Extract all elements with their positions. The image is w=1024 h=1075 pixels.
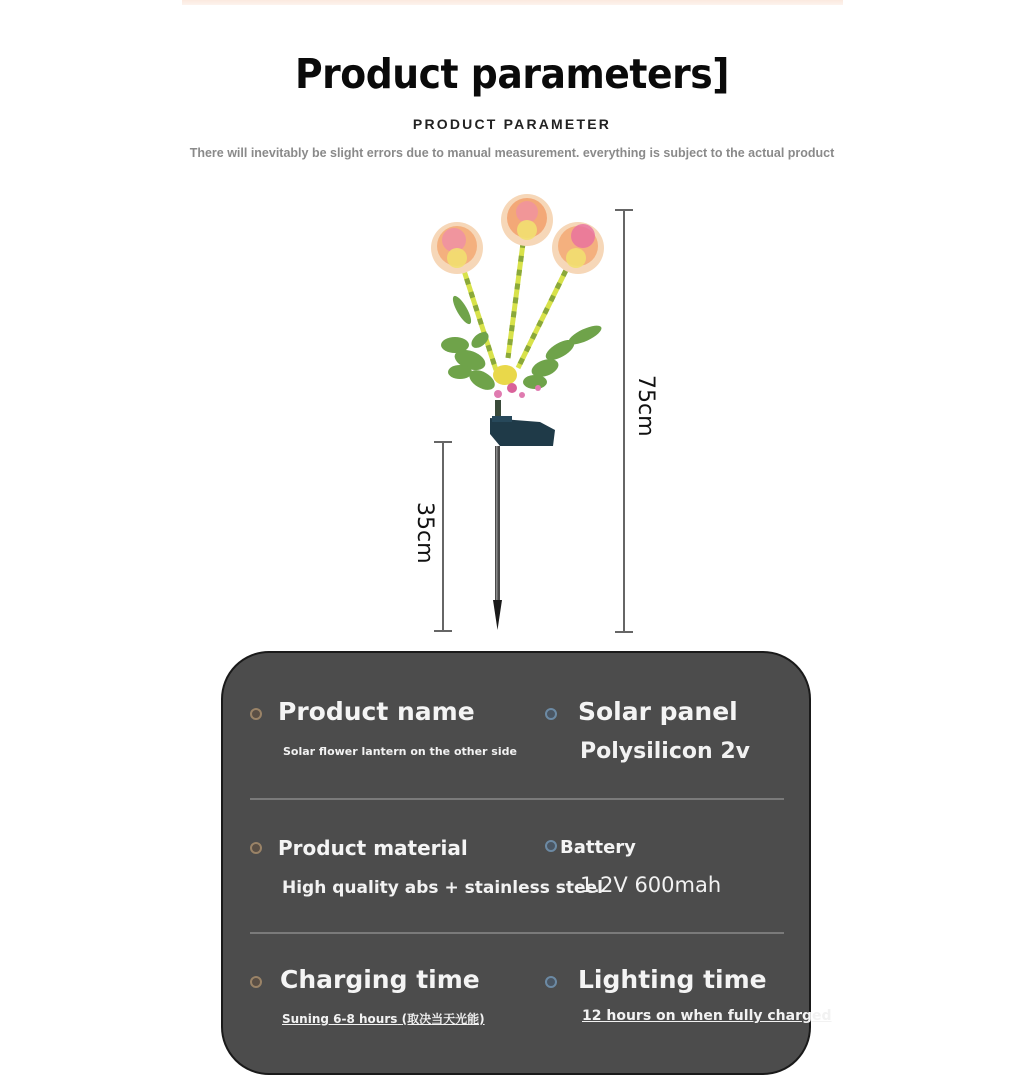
spec-card [221,651,832,1075]
divider [250,932,784,934]
top-strip [182,0,843,5]
measurement-note: There will inevitably be slight errors due to manual measurement. everything is subject to the actual product [189,146,835,160]
page-subtitle: PRODUCT PARAMETER [412,116,612,132]
bullet-icon [250,708,262,720]
total-height-top-tick [615,209,633,211]
spec-value: 12 hours on when fully charged [582,1008,832,1024]
flower-left [431,222,483,274]
charging-time-note: (取决当天光能) [401,1012,485,1026]
spec-label: Battery [560,837,636,858]
total-height-dimension-line [623,209,625,632]
spec-label: Solar panel [578,697,738,726]
charging-time-value: Suning 6-8 hours [282,1012,398,1026]
total-height-label: 75cm [633,375,658,437]
stake-height-label: 35cm [412,502,437,564]
divider [250,798,784,800]
stake-height-top-tick [434,441,452,443]
stake-height-dimension-line [442,441,444,631]
bullet-icon [250,976,262,988]
bullet-icon [545,708,557,720]
bullet-icon [545,976,557,988]
product-figure [400,190,680,640]
spec-value [282,1010,485,1027]
spec-value: 1.2V 600mah [580,873,722,897]
spec-value: Solar flower lantern on the other side [283,745,517,758]
spec-label: Product name [278,697,475,726]
total-height-bottom-tick [615,631,633,633]
spec-label: Lighting time [578,965,767,994]
stake-height-bottom-tick [434,630,452,632]
bullet-icon [545,840,557,852]
spec-value: High quality abs + stainless steel [282,878,603,898]
flower-right [552,222,604,274]
spec-label: Product material [278,836,468,860]
spec-value: Polysilicon 2v [580,739,750,764]
spec-label: Charging time [280,965,480,994]
flower-center [501,194,553,246]
page-title: Product parameters] [294,50,730,98]
bullet-icon [250,842,262,854]
